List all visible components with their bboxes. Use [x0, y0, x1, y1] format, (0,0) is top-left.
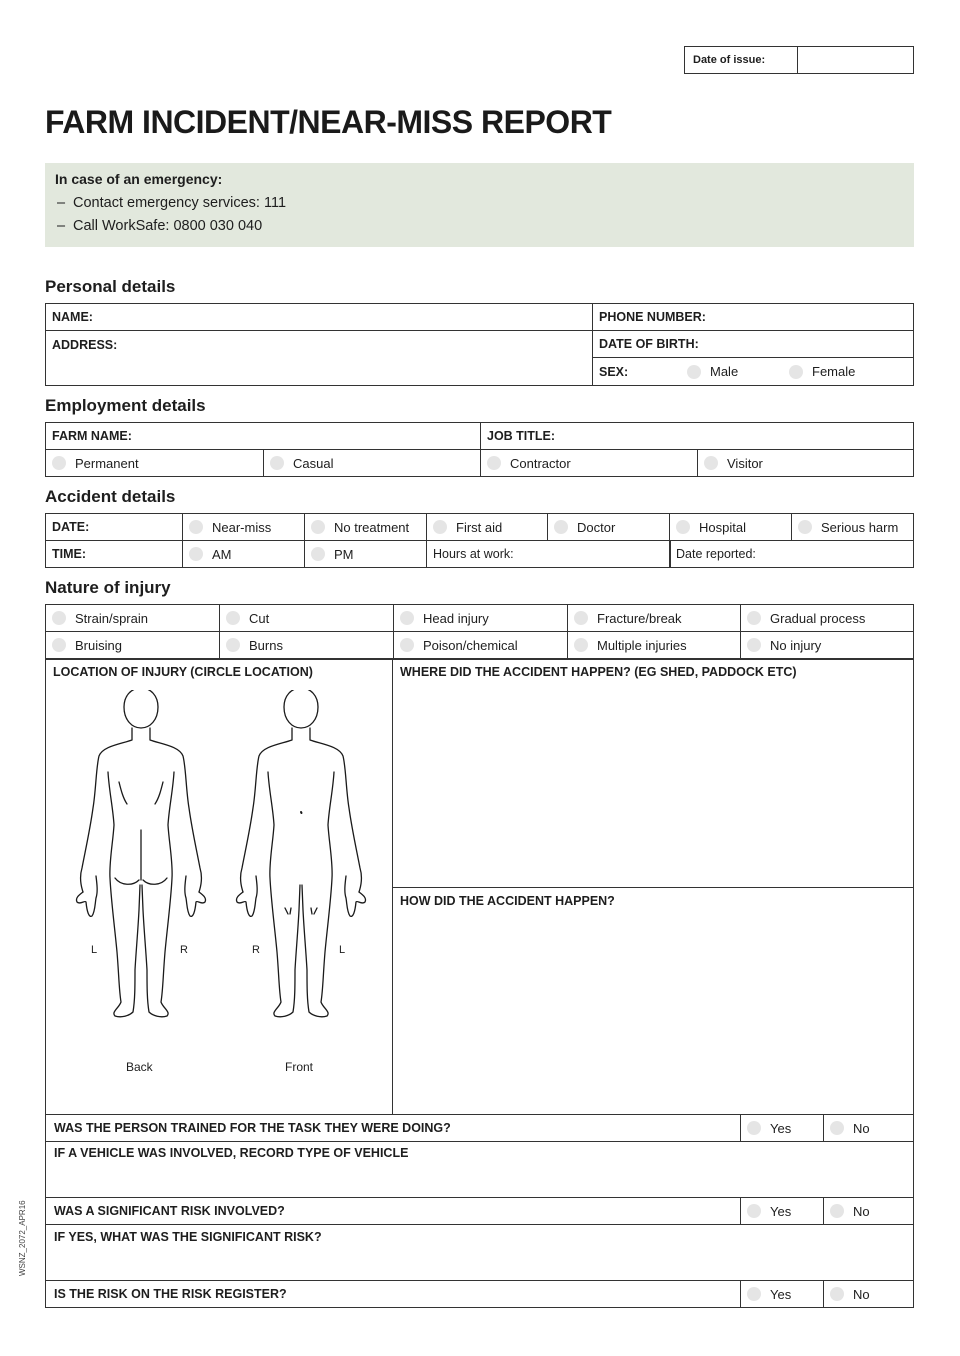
near-miss-radio[interactable]: Near-miss — [182, 513, 305, 541]
emergency-line: – Contact emergency services: 111 — [57, 195, 287, 211]
radio-icon — [311, 520, 325, 534]
head-injury-checkbox[interactable]: Head injury — [393, 604, 568, 632]
radio-icon — [189, 547, 203, 561]
no-treatment-radio[interactable]: No treatment — [304, 513, 427, 541]
radio-icon — [400, 611, 414, 625]
dob-field[interactable]: DATE OF BIRTH: — [592, 330, 914, 358]
body-back-figure — [76, 690, 205, 1017]
multiple-injuries-checkbox[interactable]: Multiple injuries — [567, 631, 741, 659]
no-injury-checkbox[interactable]: No injury — [740, 631, 914, 659]
am-radio[interactable]: AM — [182, 540, 305, 568]
where-happened-label: WHERE DID THE ACCIDENT HAPPEN? (EG SHED, PADDOCK ETC) — [400, 665, 797, 679]
hospital-radio[interactable]: Hospital — [669, 513, 792, 541]
radio-icon — [189, 520, 203, 534]
radio-icon — [676, 520, 690, 534]
form-code: WSNZ_2072_APR16 — [18, 1200, 27, 1276]
radio-icon — [226, 611, 240, 625]
radio-icon — [747, 1287, 761, 1301]
visitor-radio[interactable]: Visitor — [697, 449, 914, 477]
male-radio[interactable]: Male — [687, 364, 789, 379]
location-of-injury-label: LOCATION OF INJURY (CIRCLE LOCATION) — [53, 665, 313, 679]
female-radio[interactable]: Female — [789, 364, 855, 379]
emergency-line: – Call WorkSafe: 0800 030 040 — [57, 218, 263, 234]
radio-icon — [487, 456, 501, 470]
emergency-heading: In case of an emergency: — [55, 171, 223, 187]
hours-at-work-field[interactable]: Hours at work: — [426, 540, 671, 568]
employment-details-heading: Employment details — [45, 396, 206, 415]
emergency-box — [45, 163, 914, 247]
personal-details-heading: Personal details — [45, 277, 176, 296]
significant-yes-radio[interactable]: Yes — [740, 1197, 824, 1225]
significant-risk-question: WAS A SIGNIFICANT RISK INVOLVED? — [45, 1197, 741, 1225]
page-title: FARM INCIDENT/NEAR-MISS REPORT — [45, 104, 612, 140]
risk-register-question: IS THE RISK ON THE RISK REGISTER? — [45, 1280, 741, 1308]
radio-icon — [687, 365, 701, 379]
radio-icon — [311, 547, 325, 561]
accident-details-heading: Accident details — [45, 487, 176, 506]
job-title-field[interactable]: JOB TITLE: — [480, 422, 914, 450]
nature-of-injury-heading: Nature of injury — [45, 578, 171, 597]
what-risk-field[interactable]: IF YES, WHAT WAS THE SIGNIFICANT RISK? — [45, 1224, 914, 1281]
date-of-issue-field[interactable] — [798, 47, 913, 73]
radio-icon — [830, 1287, 844, 1301]
serious-harm-radio[interactable]: Serious harm — [791, 513, 914, 541]
strain-checkbox[interactable]: Strain/sprain — [45, 604, 220, 632]
back-label: Back — [126, 1060, 153, 1074]
radio-icon — [747, 611, 761, 625]
radio-icon — [554, 520, 568, 534]
cut-checkbox[interactable]: Cut — [219, 604, 394, 632]
date-of-issue-box — [684, 46, 914, 74]
radio-icon — [226, 638, 240, 652]
contractor-radio[interactable]: Contractor — [480, 449, 698, 477]
address-field[interactable]: ADDRESS: — [45, 330, 593, 386]
radio-icon — [400, 638, 414, 652]
trained-yes-radio[interactable]: Yes — [740, 1114, 824, 1142]
register-no-radio[interactable]: No — [823, 1280, 914, 1308]
radio-icon — [52, 456, 66, 470]
first-aid-radio[interactable]: First aid — [426, 513, 548, 541]
vehicle-field[interactable]: IF A VEHICLE WAS INVOLVED, RECORD TYPE OF VEHICLE — [45, 1141, 914, 1198]
radio-icon — [789, 365, 803, 379]
trained-no-radio[interactable]: No — [823, 1114, 914, 1142]
casual-radio[interactable]: Casual — [263, 449, 481, 477]
radio-icon — [574, 611, 588, 625]
name-field[interactable]: NAME: — [45, 303, 593, 331]
farm-name-field[interactable]: FARM NAME: — [45, 422, 481, 450]
location-of-injury-panel[interactable] — [45, 659, 393, 1115]
radio-icon — [574, 638, 588, 652]
body-diagram — [46, 690, 392, 1110]
radio-icon — [270, 456, 284, 470]
trained-question: WAS THE PERSON TRAINED FOR THE TASK THEY WERE DOING? — [45, 1114, 741, 1142]
bruising-checkbox[interactable]: Bruising — [45, 631, 220, 659]
radio-icon — [52, 611, 66, 625]
where-happened-field[interactable] — [392, 659, 914, 888]
register-yes-radio[interactable]: Yes — [740, 1280, 824, 1308]
gradual-process-checkbox[interactable]: Gradual process — [740, 604, 914, 632]
date-reported-field[interactable]: Date reported: — [669, 540, 914, 568]
radio-icon — [747, 638, 761, 652]
back-left-label: L — [91, 944, 98, 956]
body-front-figure — [236, 690, 365, 1017]
significant-no-radio[interactable]: No — [823, 1197, 914, 1225]
radio-icon — [830, 1121, 844, 1135]
pm-radio[interactable]: PM — [304, 540, 427, 568]
phone-field[interactable]: PHONE NUMBER: — [592, 303, 914, 331]
date-field[interactable]: DATE: — [45, 513, 183, 541]
sex-field: SEX: Male Female — [592, 357, 914, 386]
permanent-radio[interactable]: Permanent — [45, 449, 264, 477]
radio-icon — [747, 1121, 761, 1135]
date-of-issue-label: Date of issue: — [685, 47, 798, 73]
back-right-label: R — [180, 944, 188, 956]
doctor-radio[interactable]: Doctor — [547, 513, 670, 541]
front-right-label: R — [252, 944, 260, 956]
fracture-checkbox[interactable]: Fracture/break — [567, 604, 741, 632]
front-left-label: L — [339, 944, 346, 956]
how-happened-label: HOW DID THE ACCIDENT HAPPEN? — [400, 894, 615, 908]
how-happened-field[interactable] — [392, 887, 914, 1115]
radio-icon — [704, 456, 718, 470]
radio-icon — [798, 520, 812, 534]
radio-icon — [433, 520, 447, 534]
radio-icon — [52, 638, 66, 652]
radio-icon — [747, 1204, 761, 1218]
radio-icon — [830, 1204, 844, 1218]
burns-checkbox[interactable]: Burns — [219, 631, 394, 659]
time-field[interactable]: TIME: — [45, 540, 183, 568]
front-label: Front — [285, 1060, 314, 1074]
poison-checkbox[interactable]: Poison/chemical — [393, 631, 568, 659]
